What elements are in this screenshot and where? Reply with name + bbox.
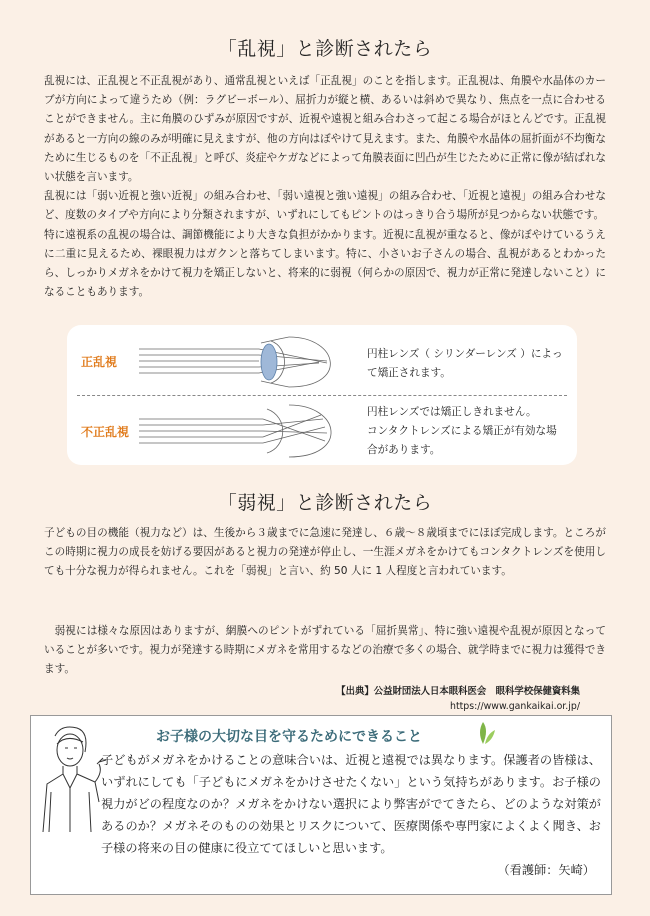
- leaf-icon: [475, 720, 497, 746]
- astigmatism-diagram: [67, 325, 577, 465]
- irregular-note-line: コンタクトレンズによる矯正が有効な場合があります。: [367, 425, 557, 456]
- section-title-amblyopia: 「弱視」と診断されたら: [217, 492, 433, 514]
- source-label: 【出典】公益財団法人日本眼科医会 眼科学校保健資料集: [336, 686, 580, 697]
- source-citation: [336, 684, 580, 714]
- irregular-eye-illustration: [139, 399, 349, 461]
- astigmatism-paragraph: 特に遠視系の乱視の場合は、調節機能により大きな負担がかかります。近視に乱視が重なると、像がぼやけているうえに二重に見えるため、裸眼視力はガクンと落ちてしまいます。特に、小さいお子さんの場合、乱視があるとわかったら、しっかりメガネをかけて視力を矯正しないと、将来的に弱視（何らかの原因で、視力が正常に発達しないこと）になることもあります。: [44, 228, 606, 299]
- irregular-note-line: 円柱レンズでは矯正しきれません。: [367, 406, 537, 418]
- astigmatism-paragraph: 乱視には、正乱視と不正乱視があり、通常乱視といえば「正乱視」のことを指します。正乱視は、角膜や水晶体のカーブが方向によって違うため（例：ラグビーボール）、屈折力が縦と横、あるいは斜めで異なり、焦点を一点に合わせることができません。主に角膜のひずみが原因ですが、近視や遠視と組み合わさって起こる場合がほとんどです。正乱視があると一方向の線のみが明確に見えますが、他の方向はぼやけて見えます。また、角膜や水晶体の屈折面が不均衡なために生じるものを「不正乱視」と呼び、炎症やケガなどによって角膜表面に凹凸が生じたために正常に像が結ばれない状態を言います。: [44, 75, 606, 184]
- regular-astigmatism-note: 円柱レンズ（ シリンダーレンズ ）によって矯正されます。: [367, 348, 563, 379]
- advice-box-title: お子様の大切な目を守るためにできること: [156, 729, 422, 745]
- diagram-divider: [77, 395, 567, 396]
- amblyopia-paragraph: 子どもの目の機能（視力など）は、生後から３歳までに急速に発達し、６歳〜８歳頃までにほぼ完成します。ところがこの時期に視力の成長を妨げる要因があると視力の発達が停止し、一生涯メガネをかけてもコンタクトレンズを使用しても十分な視力が得られません。これを「弱視」と言い、約 50 人に 1 人程度と言われています。: [44, 527, 606, 578]
- irregular-astigmatism-label: 不正乱視: [81, 425, 130, 439]
- nurse-icon: [37, 722, 107, 840]
- astigmatism-paragraph: 乱視には「弱い近視と強い近視」の組み合わせ、「弱い遠視と強い遠視」の組み合わせ、「近視と遠視」の組み合わせなど、度数のタイプや方向により分類されますが、いずれにしてもピントのはっきり合う場所が見つからない状態です。: [44, 190, 606, 222]
- advice-box-text: [101, 749, 601, 881]
- section-title-astigmatism: 「乱視」と診断されたら: [217, 38, 433, 60]
- amblyopia-paragraph: 弱視には様々な原因はありますが、網膜へのピントがずれている「屈折異常」、特に強い遠視や乱視が原因となっていることが多いです。視力が発達する時期にメガネを常用するなどの治療で多くの場合、就学時までに視力は獲得できます。: [44, 625, 606, 676]
- irregular-astigmatism-note: [367, 403, 567, 460]
- advice-box: [30, 715, 612, 895]
- source-url: https://www.gankaikai.or.jp/: [450, 701, 580, 712]
- nurse-signature: （看護師：矢崎）: [497, 863, 595, 877]
- astigmatism-text: [44, 72, 606, 302]
- advice-box-body: 子どもがメガネをかけることの意味合いは、近視と遠視では異なります。保護者の皆様は、いずれにしても「子どもにメガネをかけさせたくない」という気持ちがあります。お子様の視力がどの程度なのか？メガネをかけない選択により弊害がでてきたら、どのような対策があるのか？メガネそのものの効果とリスクについて、医療関係や専門家によくよく聞き、お子様の将来の目の健康に役立ててほしいと思います。: [101, 753, 601, 855]
- regular-eye-illustration: [139, 333, 349, 391]
- regular-astigmatism-label: 正乱視: [81, 355, 118, 369]
